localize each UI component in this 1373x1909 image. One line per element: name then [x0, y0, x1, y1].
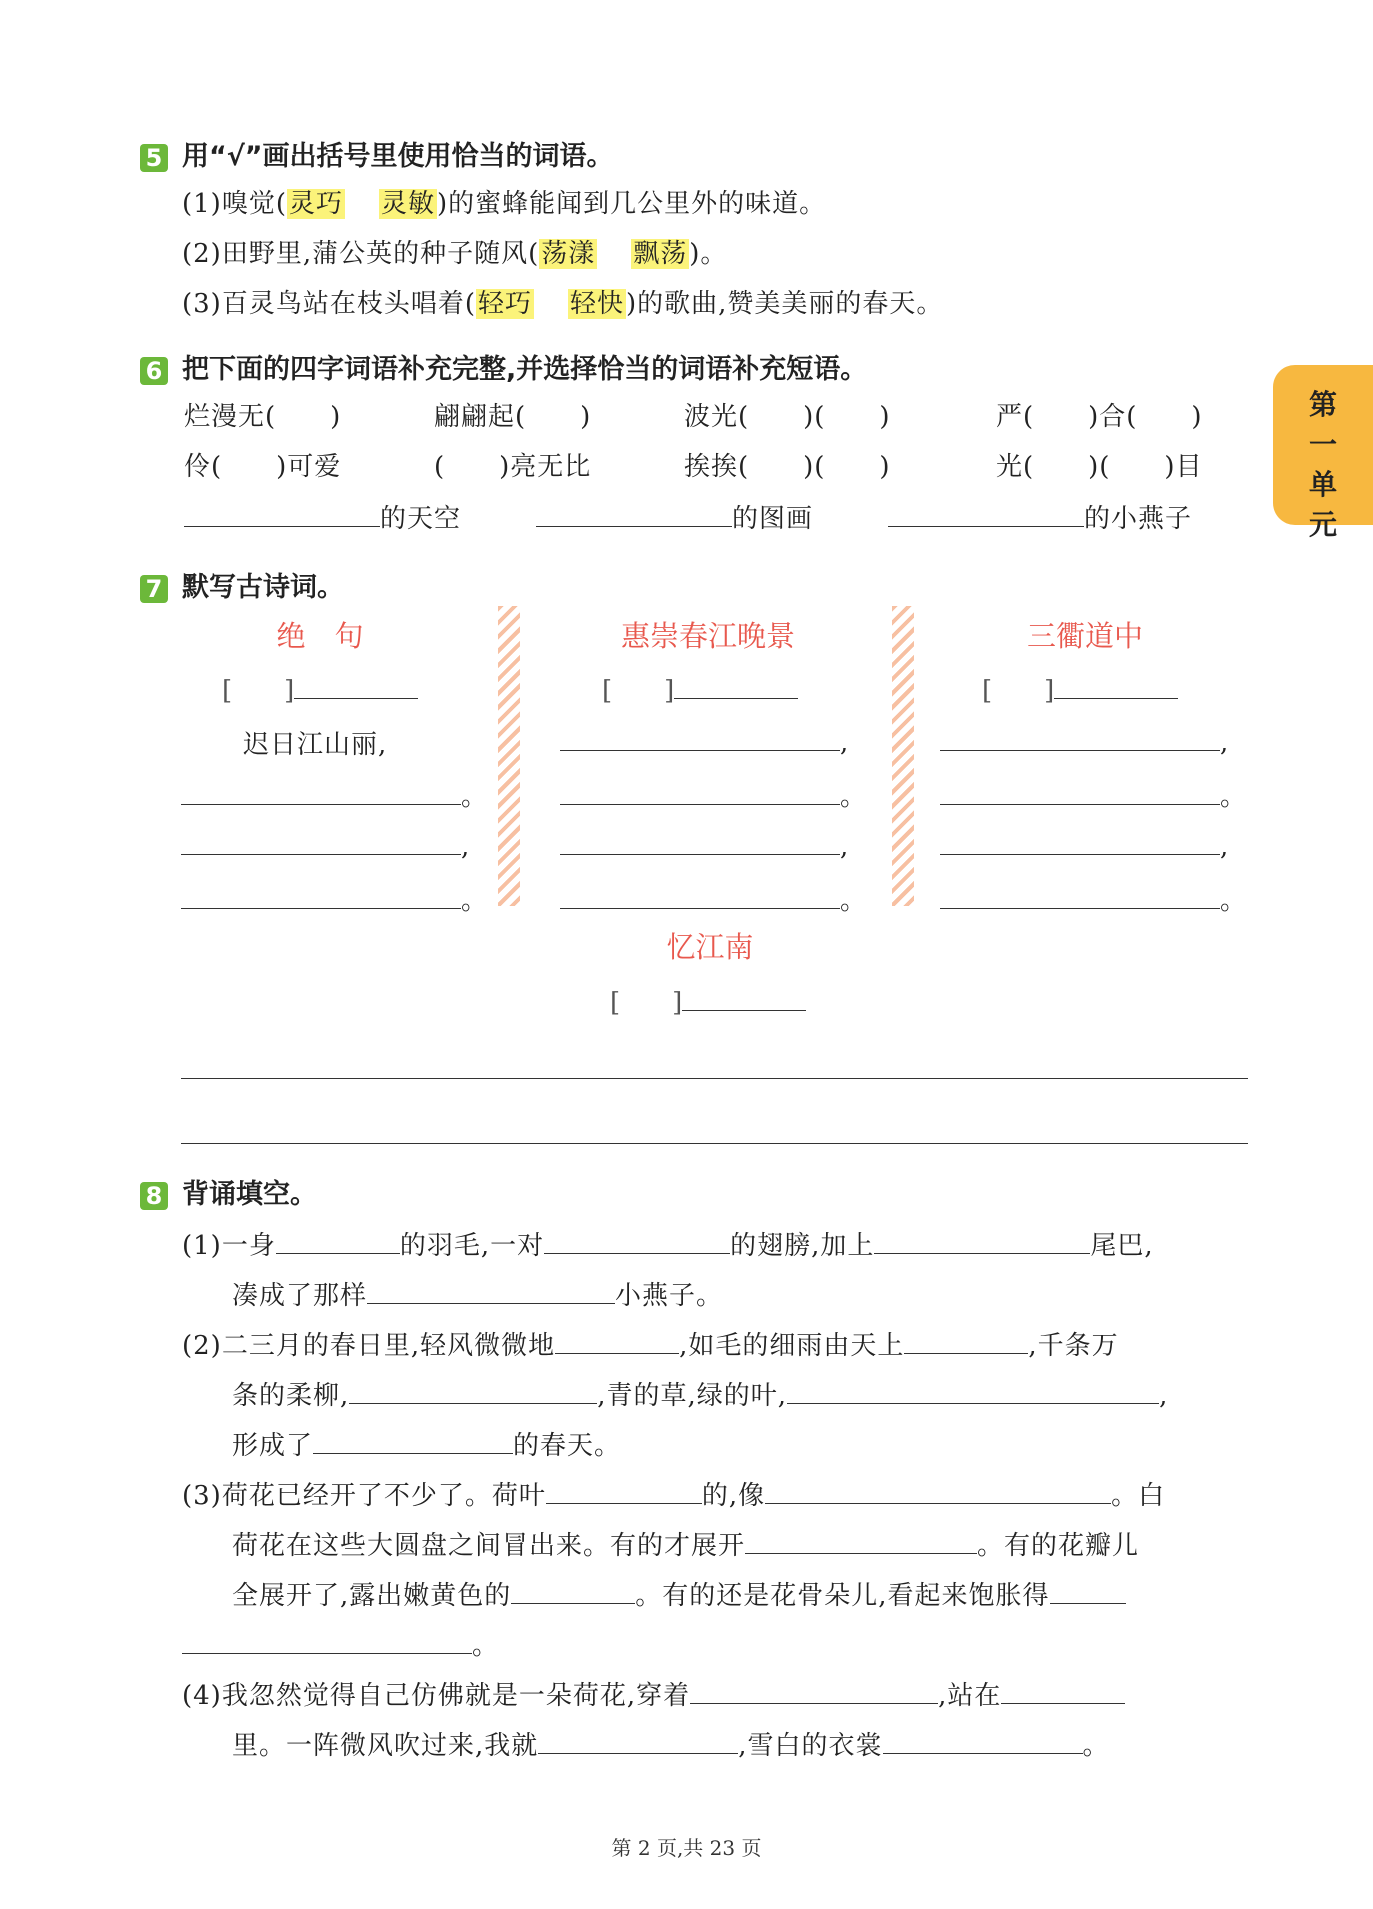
- fill-blank[interactable]: [888, 500, 1084, 527]
- text: 尾巴,: [1090, 1231, 1154, 1261]
- fill-blank[interactable]: [560, 882, 840, 909]
- q8-p2-line3: [232, 1425, 621, 1462]
- text: 的羽毛,一对: [399, 1231, 545, 1261]
- q6-phrase-text: 的小燕子: [1084, 504, 1193, 534]
- q8-title: 背诵填空。: [182, 1179, 317, 1210]
- fill-blank[interactable]: [874, 1227, 1090, 1254]
- q5-option[interactable]: 飘荡: [633, 239, 688, 269]
- text: 的翅膀,加上: [730, 1231, 875, 1261]
- q8-p4-line2: [232, 1725, 1110, 1762]
- fill-blank[interactable]: [560, 724, 840, 751]
- line-ending: 。: [461, 886, 489, 916]
- poem-title: 忆江南: [666, 930, 754, 964]
- q7-number: 7: [140, 575, 168, 603]
- q8-p3-line3: [232, 1575, 1126, 1612]
- text: 。: [472, 1631, 500, 1661]
- fill-blank[interactable]: [940, 724, 1220, 751]
- author-blank[interactable]: [294, 672, 418, 699]
- q8-p4-line1: [182, 1675, 1125, 1712]
- page-number: 第 2 页,共 23 页: [611, 1836, 762, 1860]
- fill-blank[interactable]: [511, 1577, 635, 1604]
- q6-title: 把下面的四字词语补充完整,并选择恰当的词语补充短语。: [182, 354, 868, 385]
- q6-phrase-text: 的天空: [380, 504, 462, 534]
- column-divider: [498, 606, 520, 906]
- q8-p2-line1: [182, 1325, 1119, 1362]
- text: 。有的还是花骨朵儿,看起来饱胀得: [635, 1581, 1050, 1611]
- fill-blank[interactable]: [1050, 1577, 1126, 1604]
- dynasty-bracket: [ ]: [222, 676, 295, 706]
- q6-word[interactable]: ( )亮无比: [434, 452, 592, 482]
- line-ending: 。: [1220, 886, 1248, 916]
- text: 。: [1082, 1731, 1110, 1761]
- text: 小燕子。: [615, 1281, 724, 1311]
- author-blank[interactable]: [1054, 672, 1178, 699]
- q5-option[interactable]: 荡漾: [541, 239, 596, 269]
- author-blank[interactable]: [674, 672, 798, 699]
- q5-number: 5: [140, 144, 168, 172]
- fill-blank[interactable]: [181, 828, 461, 855]
- q8-p3-line4: [182, 1625, 499, 1662]
- text: ,雪白的衣裳: [738, 1731, 883, 1761]
- q5-item-2: [182, 233, 727, 270]
- line-ending: 。: [840, 782, 868, 812]
- fill-blank[interactable]: [940, 778, 1220, 805]
- text: 。有的花瓣儿: [977, 1531, 1140, 1561]
- text: 荷花在这些大圆盘之间冒出来。有的才展开: [232, 1531, 746, 1561]
- unit-tab-char: 单: [1308, 468, 1337, 501]
- line-ending: 。: [461, 782, 489, 812]
- q6-word[interactable]: 烂漫无( ): [184, 402, 342, 432]
- line-ending: 。: [1220, 782, 1248, 812]
- line-ending: ,: [1220, 832, 1230, 862]
- poem-title: 惠崇春江晚景: [620, 619, 795, 653]
- q7-heading: [140, 565, 344, 604]
- poem-title: 三衢道中: [1026, 619, 1143, 653]
- q5-heading: [140, 134, 614, 173]
- fill-blank[interactable]: [940, 828, 1220, 855]
- text: ,如毛的细雨由天上: [679, 1331, 905, 1361]
- fill-blank[interactable]: [181, 882, 461, 909]
- q8-p1-line2: [232, 1275, 723, 1312]
- author-line: [222, 670, 418, 707]
- fill-blank[interactable]: [560, 828, 840, 855]
- author-blank[interactable]: [682, 984, 806, 1011]
- text: 里。一阵微风吹过来,我就: [232, 1731, 539, 1761]
- q5-option[interactable]: 灵敏: [381, 189, 436, 219]
- q5-item-text: (2)田野里,蒲公英的种子随风(: [182, 239, 540, 269]
- q5-item-3: [182, 283, 943, 320]
- unit-tab-char: 第: [1308, 388, 1337, 421]
- q5-option[interactable]: 灵巧: [288, 189, 343, 219]
- q5-option[interactable]: 轻巧: [477, 289, 532, 319]
- q6-phrase-text: 的图画: [732, 504, 814, 534]
- fill-blank[interactable]: [313, 1427, 513, 1454]
- poem-line: [940, 880, 1247, 917]
- fill-blank[interactable]: [544, 1227, 730, 1254]
- text: ,青的草,绿的叶,: [597, 1381, 788, 1411]
- poem-line: [560, 880, 867, 917]
- fill-blank[interactable]: [349, 1377, 597, 1404]
- poem-line: [560, 828, 849, 862]
- text: 形成了: [232, 1431, 314, 1461]
- poem-line: [181, 880, 488, 917]
- answer-line[interactable]: [181, 1078, 1248, 1079]
- poem-line: [940, 776, 1247, 813]
- q6-word[interactable]: 严( )合( ): [996, 402, 1203, 432]
- author-line: [982, 670, 1178, 707]
- q5-item-text: (1)嗅觉(: [182, 189, 287, 219]
- q6-word[interactable]: 伶( )可爱: [184, 452, 342, 482]
- poem-line: [560, 776, 867, 813]
- q6-word[interactable]: 光( )( )目: [996, 452, 1203, 482]
- q8-number: 8: [140, 1182, 168, 1210]
- fill-blank[interactable]: [367, 1277, 615, 1304]
- text: ,: [1159, 1381, 1169, 1411]
- q5-item-text: )的歌曲,赞美美丽的春天。: [626, 289, 944, 319]
- q6-word[interactable]: 翩翩起( ): [434, 402, 592, 432]
- fill-blank[interactable]: [883, 1727, 1083, 1754]
- fill-blank[interactable]: [560, 778, 840, 805]
- line-ending: ,: [840, 728, 850, 758]
- answer-line[interactable]: [181, 1143, 1248, 1144]
- text: 凑成了那样: [232, 1281, 368, 1311]
- unit-tab-char: 一: [1308, 428, 1337, 461]
- q8-p3-line2: [232, 1525, 1139, 1562]
- fill-blank[interactable]: [745, 1527, 977, 1554]
- text: 的春天。: [513, 1431, 622, 1461]
- q8-p1-line1: [182, 1225, 1154, 1262]
- line-ending: 。: [840, 886, 868, 916]
- line-ending: ,: [1220, 728, 1230, 758]
- q7-title: 默写古诗词。: [182, 572, 344, 603]
- fill-blank[interactable]: [184, 500, 380, 527]
- q6-phrase-3: [888, 498, 1192, 535]
- q5-item-text: )。: [689, 239, 728, 269]
- q8-heading: [140, 1172, 317, 1211]
- q6-phrase-2: [536, 498, 813, 535]
- poem-title: 绝 句: [276, 619, 364, 653]
- poem-line: [560, 724, 849, 758]
- text: (2)二三月的春日里,轻风微微地: [182, 1331, 556, 1361]
- author-line: [602, 670, 798, 707]
- dynasty-bracket: [ ]: [602, 676, 675, 706]
- text: 。白: [1111, 1481, 1166, 1511]
- q6-heading: [140, 347, 867, 386]
- unit-tab: [1273, 365, 1373, 541]
- poem-line: [181, 776, 488, 813]
- fill-blank[interactable]: [765, 1477, 1111, 1504]
- text: (3)荷花已经开了不少了。荷叶: [182, 1481, 546, 1511]
- q5-item-text: )的蜜蜂能闻到几公里外的味道。: [437, 189, 827, 219]
- unit-tab-char: 元: [1308, 508, 1337, 541]
- column-divider: [892, 606, 914, 906]
- fill-blank[interactable]: [536, 500, 732, 527]
- text: (4)我忽然觉得自己仿佛就是一朵荷花,穿着: [182, 1681, 691, 1711]
- poem-line: [181, 828, 470, 862]
- q6-number: 6: [140, 357, 168, 385]
- q6-phrase-1: [184, 498, 461, 535]
- poem-line: [940, 724, 1229, 758]
- fill-blank[interactable]: [182, 1627, 472, 1654]
- dynasty-bracket: [ ]: [982, 676, 1055, 706]
- fill-blank[interactable]: [538, 1727, 738, 1754]
- q8-p3-line1: [182, 1475, 1165, 1512]
- q8-p2-line2: [232, 1375, 1168, 1412]
- fill-blank[interactable]: [787, 1377, 1159, 1404]
- text: 的,像: [701, 1481, 766, 1511]
- author-line: [610, 982, 806, 1019]
- q6-word[interactable]: 波光( )( ): [684, 402, 891, 432]
- fill-blank[interactable]: [181, 778, 461, 805]
- poem-first-line: 迟日江山丽,: [243, 730, 388, 760]
- line-ending: ,: [840, 832, 850, 862]
- text: (1)一身: [182, 1231, 276, 1261]
- fill-blank[interactable]: [555, 1327, 679, 1354]
- text: ,站在: [938, 1681, 1002, 1711]
- dynasty-bracket: [ ]: [610, 988, 683, 1018]
- q5-title: 用“√”画出括号里使用恰当的词语。: [182, 141, 614, 172]
- q5-option[interactable]: 轻快: [570, 289, 625, 319]
- fill-blank[interactable]: [904, 1327, 1028, 1354]
- poem-line: [940, 828, 1229, 862]
- fill-blank[interactable]: [940, 882, 1220, 909]
- line-ending: ,: [461, 832, 471, 862]
- fill-blank[interactable]: [276, 1227, 400, 1254]
- q5-item-text: (3)百灵鸟站在枝头唱着(: [182, 289, 476, 319]
- fill-blank[interactable]: [690, 1677, 938, 1704]
- fill-blank[interactable]: [546, 1477, 702, 1504]
- text: 全展开了,露出嫩黄色的: [232, 1581, 512, 1611]
- q5-item-1: [182, 183, 826, 220]
- text: 条的柔柳,: [232, 1381, 350, 1411]
- text: ,千条万: [1028, 1331, 1119, 1361]
- fill-blank[interactable]: [1001, 1677, 1125, 1704]
- q6-word[interactable]: 挨挨( )( ): [684, 452, 891, 482]
